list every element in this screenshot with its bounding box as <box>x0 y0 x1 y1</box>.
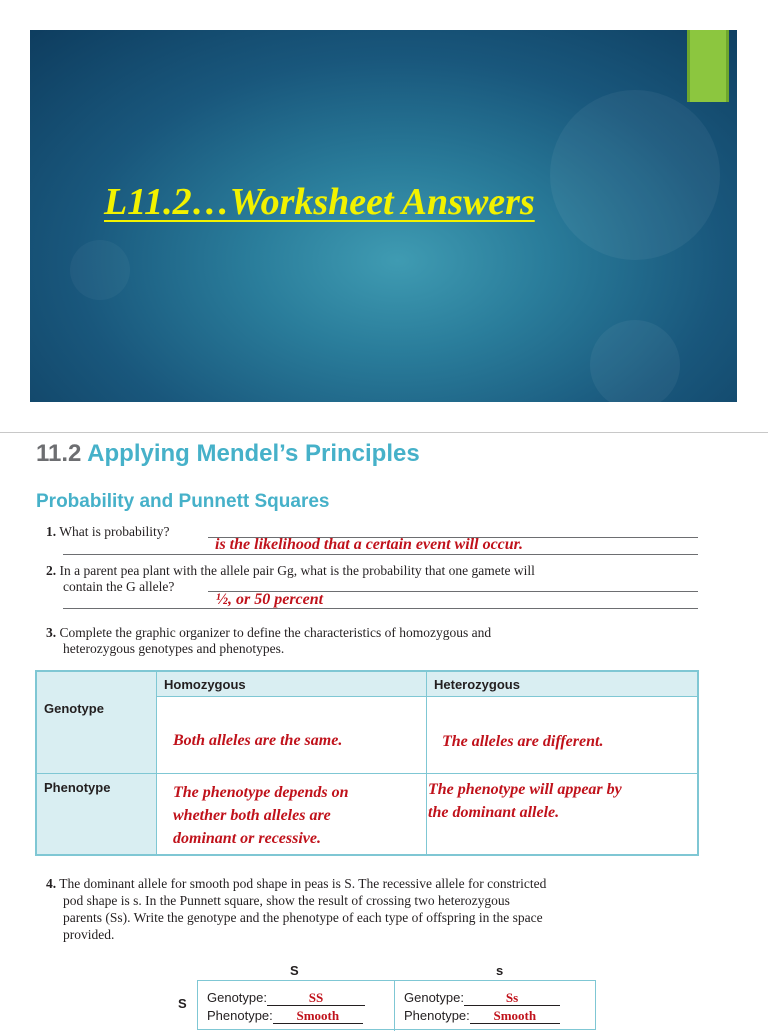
answer-1: is the likelihood that a certain event will occur. <box>215 536 524 553</box>
question-4 <box>46 876 546 892</box>
column-divider <box>156 672 157 854</box>
question-text: What is probability? <box>59 524 170 539</box>
question-4-line2: pod shape is s. In the Punnett square, show the result of crossing two heterozygous <box>63 893 510 908</box>
row-divider <box>37 773 697 774</box>
section-title: Applying Mendel’s Principles <box>87 440 420 467</box>
phenotype-answer: Smooth <box>470 1009 560 1024</box>
answer-line <box>63 608 698 609</box>
question-3 <box>46 625 491 641</box>
question-1 <box>46 524 170 540</box>
phenotype-label: Phenotype: <box>404 1008 470 1023</box>
question-2-line2: contain the G allele? <box>63 579 175 594</box>
answer-line <box>63 554 698 555</box>
column-header-heterozygous: Heterozygous <box>434 677 520 692</box>
phenotype-homozygous-answer-line3: dominant or recessive. <box>173 830 321 847</box>
row-header-phenotype: Phenotype <box>44 780 111 795</box>
column-header-homozygous: Homozygous <box>164 677 246 692</box>
question-number: 3. <box>46 625 57 640</box>
question-text: Complete the graphic organizer to define the characteristics of homozygous and <box>59 625 492 640</box>
question-number: 2. <box>46 563 57 578</box>
graphic-organizer-table <box>35 670 699 856</box>
question-text: In a parent pea plant with the allele pair Gg, what is the probability that one gamete will <box>59 563 535 578</box>
genotype-homozygous-answer: Both alleles are the same. <box>173 732 343 749</box>
phenotype-homozygous-answer-line2: whether both alleles are <box>173 807 331 824</box>
genotype-answer: SS <box>267 991 365 1006</box>
question-3-line2: heterozygous genotypes and phenotypes. <box>63 641 285 656</box>
question-4-line3: parents (Ss). Write the genotype and the phenotype of each type of offspring in the space <box>63 910 543 925</box>
question-2 <box>46 563 535 579</box>
genotype-label: Genotype: <box>404 990 464 1005</box>
genotype-heterozygous-answer: The alleles are different. <box>442 733 604 750</box>
table-row-label-column <box>37 696 156 854</box>
genotype-label: Genotype: <box>207 990 267 1005</box>
punnett-column-allele-1: S <box>290 963 299 978</box>
phenotype-heterozygous-answer-line2: the dominant allele. <box>428 804 560 821</box>
title-slide <box>30 30 737 402</box>
punnett-cell-2-phenotype <box>404 1008 560 1024</box>
phenotype-label: Phenotype: <box>207 1008 273 1023</box>
punnett-cell-1-genotype <box>207 990 365 1006</box>
punnett-cell-1-phenotype <box>207 1008 363 1024</box>
question-text: The dominant allele for smooth pod shape in peas is S. The recessive allele for constricted <box>59 876 547 891</box>
green-tab-decoration <box>687 30 729 102</box>
background-glow <box>550 90 720 260</box>
question-number: 1. <box>46 524 57 539</box>
column-divider <box>426 672 427 854</box>
phenotype-heterozygous-answer-line1: The phenotype will appear by <box>428 781 622 798</box>
section-number: 11.2 <box>36 440 82 467</box>
phenotype-homozygous-answer-line1: The phenotype depends on <box>173 784 349 801</box>
section-heading <box>36 440 420 468</box>
punnett-column-allele-2: s <box>496 963 504 978</box>
punnett-cell-2-genotype <box>404 990 560 1006</box>
genotype-answer: Ss <box>464 991 560 1006</box>
question-number: 4. <box>46 876 57 891</box>
subsection-title: Probability and Punnett Squares <box>36 491 330 512</box>
punnett-row-allele-1: S <box>178 996 187 1011</box>
phenotype-answer: Smooth <box>273 1009 363 1024</box>
page-divider <box>0 432 768 433</box>
background-glow <box>590 320 680 402</box>
background-glow <box>70 240 130 300</box>
answer-2: ½, or 50 percent <box>216 591 324 608</box>
slide-title: L11.2…Worksheet Answers <box>104 181 535 223</box>
question-4-line4: provided. <box>63 927 115 942</box>
row-header-genotype: Genotype <box>44 701 104 716</box>
table-header-row <box>37 672 697 697</box>
